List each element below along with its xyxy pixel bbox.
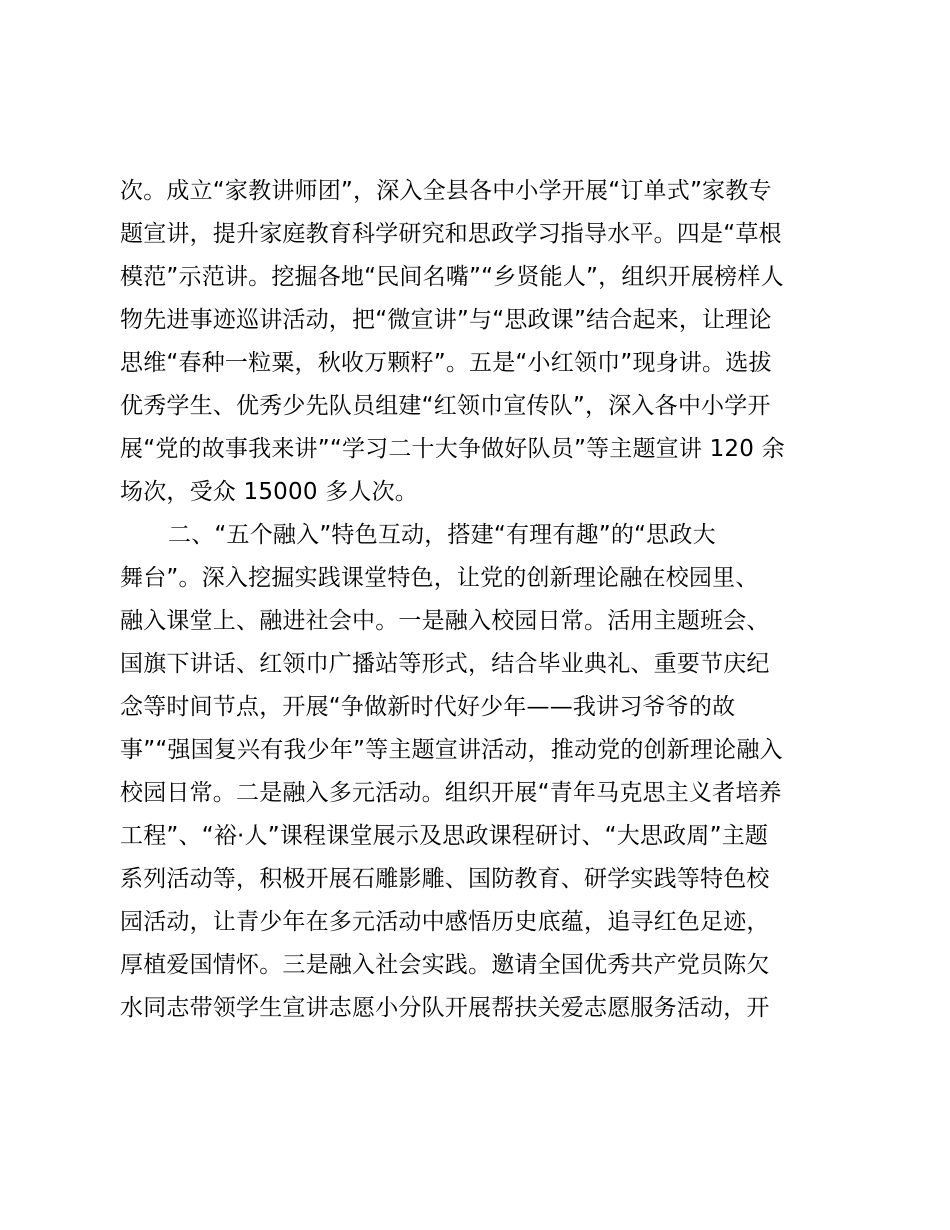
text-line: 题宣讲，提升家庭教育科学研究和思政学习指导水平。四是“草根 [120,221,782,247]
text-line: 优秀学生、优秀少先队员组建“红领巾宣传队”，深入各中小学开 [120,393,771,419]
text-line: 物先进事迹巡讲活动，把“微宣讲”与“思政课”结合起来，让理论 [120,307,772,333]
text-line: 场次，受众 15000 多人次。 [120,479,418,505]
text-line: 厚植爱国情怀。三是融入社会实践。邀请全国优秀共产党员陈欠 [120,952,770,978]
text-line: 次。成立“家教讲师团”，深入全县各中小学开展“订单式”家教专 [120,178,772,204]
text-line: 思维“春种一粒粟，秋收万颗籽”。五是“小红领巾”现身讲。选拔 [120,350,772,376]
text-line: 园活动，让青少年在多元活动中感悟历史底蕴，追寻红色足迹， [120,909,770,935]
text-line: 水同志带领学生宣讲志愿小分队开展帮扶关爱志愿服务活动，开 [120,995,770,1021]
text-line: 融入课堂上、融进社会中。一是融入校园日常。活用主题班会、 [120,608,770,634]
text-line: 舞台”。深入挖掘实践课堂特色，让党的创新理论融在校园里、 [120,565,759,591]
text-line: 系列活动等，积极开展石雕影雕、国防教育、研学实践等特色校 [120,866,770,892]
text-line: 工程”、“裕·人”课程课堂展示及思政课程研讨、“大思政周”主题 [120,823,769,849]
section-heading-line: 二、“五个融入”特色互动，搭建“有理有趣”的“思政大 [168,522,716,548]
text-line: 展“党的故事我来讲”“学习二十大争做好队员”等主题宣讲 120 余 [120,436,785,462]
text-line: 念等时间节点，开展“争做新时代好少年——我讲习爷爷的故 [120,694,736,720]
text-line: 国旗下讲话、红领巾广播站等形式，结合毕业典礼、重要节庆纪 [120,651,770,677]
text-line: 模范”示范讲。挖掘各地“民间名嘴”“乡贤能人”，组织开展榜样人 [120,264,784,290]
text-line: 校园日常。二是融入多元活动。组织开展“青年马克思主义者培养 [120,780,782,806]
text-line: 事”“强国复兴有我少年”等主题宣讲活动，推动党的创新理论融入 [120,737,783,763]
